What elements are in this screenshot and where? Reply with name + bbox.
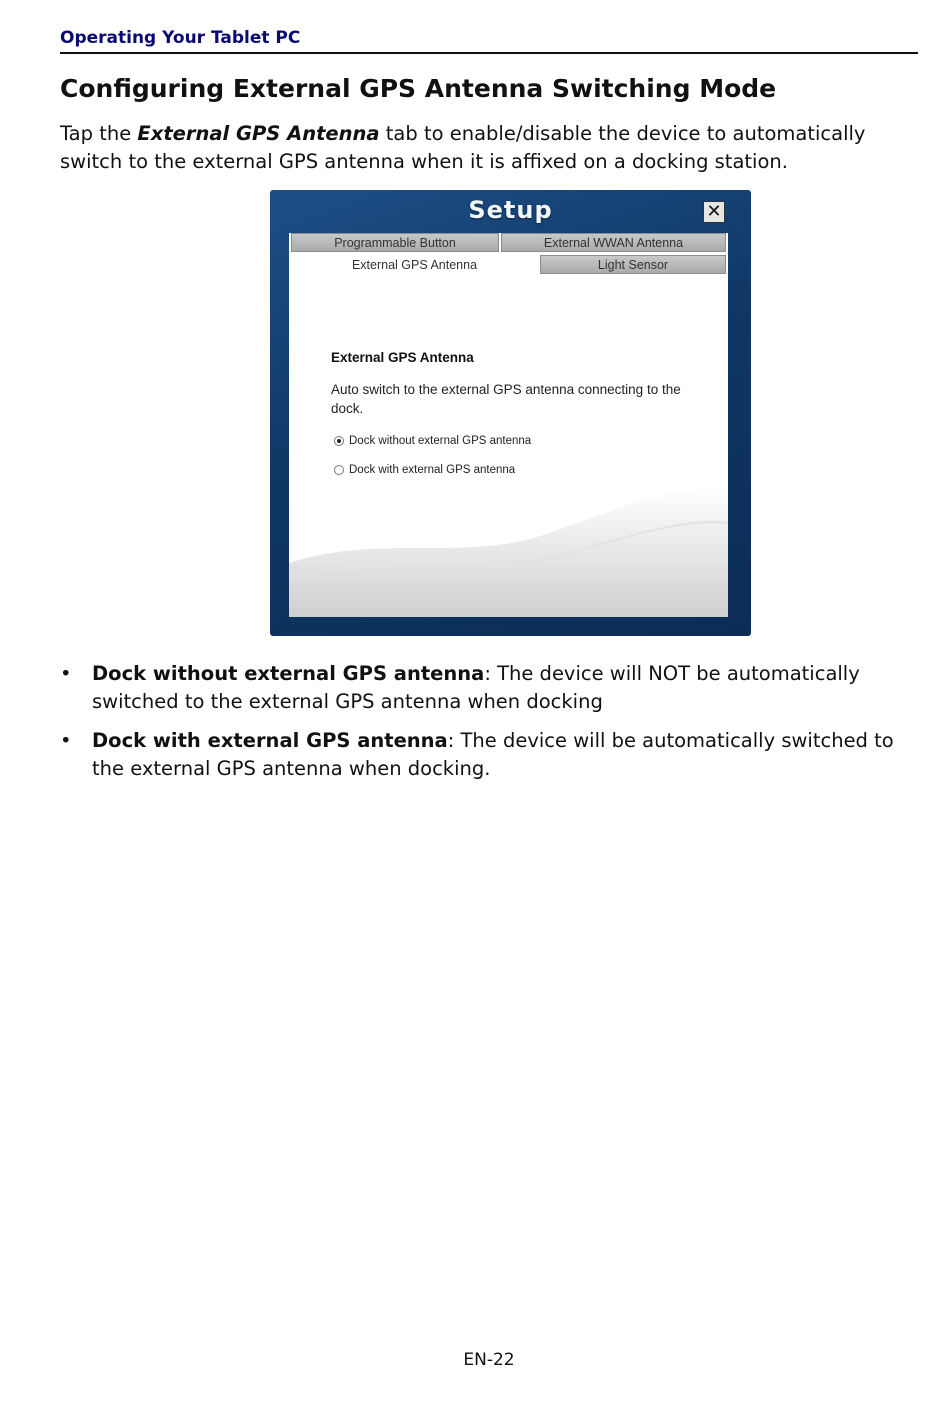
dialog-title: Setup [468,196,553,224]
radio-selected-icon[interactable] [334,436,344,446]
bullet-term: Dock with external GPS antenna [92,729,448,752]
option-dock-with-antenna[interactable] [334,464,515,476]
page-number: EN-22 [463,1350,515,1370]
panel-heading: External GPS Antenna [331,350,474,365]
close-icon[interactable]: ✕ [703,201,725,223]
tab-programmable-button[interactable]: Programmable Button [291,233,499,252]
tab-light-sensor[interactable]: Light Sensor [540,255,726,274]
tab-external-wwan-antenna[interactable]: External WWAN Antenna [501,233,726,252]
option-explanations [60,660,910,794]
radio-unselected-icon[interactable] [334,465,344,475]
running-head: Operating Your Tablet PC [60,28,918,54]
bullet-text: : The device will be automatically switched to the external GPS antenna when docking. [92,729,894,780]
option-dock-without-antenna[interactable] [334,435,531,447]
intro-emphasis: External GPS Antenna [137,122,380,145]
bullet-text: : The device will NOT be automatically switched to the external GPS antenna when docking [92,662,860,713]
bullet-icon: • [60,662,72,685]
option-label: Dock without external GPS antenna [349,435,532,447]
section-title: Configuring External GPS Antenna Switching Mode [60,74,777,103]
intro-after: tab to enable/disable the device to automatically switch to the external GPS antenna when it is affixed on a docking station. [60,122,866,173]
dialog-panel [289,233,728,617]
intro-before: Tap the [60,122,138,145]
tab-external-gps-antenna[interactable]: External GPS Antenna [291,255,538,274]
panel-description: Auto switch to the external GPS antenna connecting to the dock. [331,382,681,416]
intro-paragraph [60,120,910,176]
setup-dialog-screenshot [270,190,751,636]
bullet-term: Dock without external GPS antenna [92,662,485,685]
option-label: Dock with external GPS antenna [349,464,516,476]
background-wave-graphic [289,233,728,617]
list-item [60,660,910,716]
list-item [60,727,910,783]
bullet-icon: • [60,729,72,752]
